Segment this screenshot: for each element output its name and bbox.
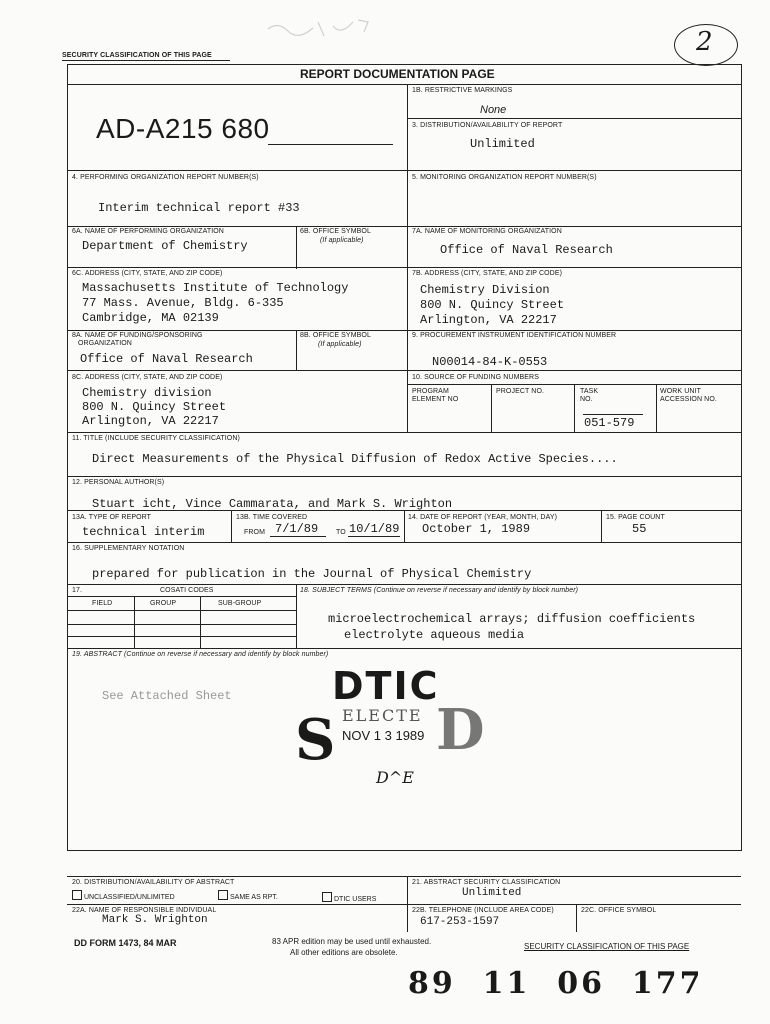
circled-number-text: 2 bbox=[696, 27, 713, 57]
work-unit-label: WORK UNIT ACCESSION NO. bbox=[660, 388, 717, 403]
edition-note-1: 83 APR edition may be used until exhausted. bbox=[272, 937, 432, 946]
form-title: REPORT DOCUMENTATION PAGE bbox=[300, 67, 495, 81]
telephone-label: 22B. TELEPHONE (INCLUDE AREA CODE) bbox=[412, 907, 554, 914]
office-symbol-8b-label: 8B. OFFICE SYMBOL bbox=[300, 332, 371, 339]
checkbox-dtic-users[interactable]: DTIC USERS bbox=[322, 892, 376, 903]
time-covered-to: 10/1/89 bbox=[349, 522, 400, 536]
funding-org-label-2: ORGANIZATION bbox=[78, 340, 132, 347]
abstract-availability-label: 20. DISTRIBUTION/AVAILABILITY OF ABSTRACT bbox=[72, 879, 235, 886]
report-type-label: 13A. TYPE OF REPORT bbox=[72, 514, 152, 521]
cosati-field: FIELD bbox=[92, 600, 113, 607]
procurement-label: 9. PROCUREMENT INSTRUMENT IDENTIFICATION NUMBER bbox=[412, 332, 617, 339]
performing-report-number-label: 4. PERFORMING ORGANIZATION REPORT NUMBER(S) bbox=[72, 174, 259, 181]
address-6c-label: 6C. ADDRESS (CITY, STATE, AND ZIP CODE) bbox=[72, 270, 223, 277]
time-covered-from-label: FROM bbox=[244, 529, 266, 536]
time-covered-label: 13B. TIME COVERED bbox=[236, 514, 308, 521]
dtic-stamp-mark: D^E bbox=[376, 768, 414, 787]
authors-label: 12. PERSONAL AUTHOR(S) bbox=[72, 479, 165, 486]
responsible-individual-value: Mark S. Wrighton bbox=[102, 914, 208, 926]
subject-terms-line2: electrolyte aqueous media bbox=[344, 628, 525, 642]
edition-note-2: All other editions are obsolete. bbox=[290, 948, 398, 957]
office-symbol-6b-sub: (If applicable) bbox=[320, 237, 364, 244]
monitoring-report-number-label: 5. MONITORING ORGANIZATION REPORT NUMBER(S) bbox=[412, 174, 597, 181]
time-covered-from: 7/1/89 bbox=[275, 522, 319, 536]
dtic-stamp-s: S bbox=[295, 707, 336, 773]
title-label: 11. TITLE (INCLUDE SECURITY CLASSIFICATION) bbox=[72, 435, 240, 442]
abstract-label: 19. ABSTRACT (Continue on reverse if necessary and identify by block number) bbox=[72, 651, 329, 658]
supplementary-value: prepared for publication in the Journal of Physical Chemistry bbox=[92, 567, 532, 581]
performing-report-number-value: Interim technical report #33 bbox=[98, 201, 300, 215]
abstract-classification-value: Unlimited bbox=[462, 887, 522, 899]
procurement-value: N00014-84-K-0553 bbox=[432, 355, 548, 369]
performing-org-label: 6A. NAME OF PERFORMING ORGANIZATION bbox=[72, 228, 224, 235]
supplementary-label: 16. SUPPLEMENTARY NOTATION bbox=[72, 545, 185, 552]
time-covered-to-label: TO bbox=[336, 529, 346, 536]
task-no-label: TASK NO. bbox=[580, 388, 599, 403]
restrictive-markings-label: 1B. RESTRICTIVE MARKINGS bbox=[412, 87, 513, 94]
address-7b-label: 7B. ADDRESS (CITY, STATE, AND ZIP CODE) bbox=[412, 270, 563, 277]
title-value: Direct Measurements of the Physical Diffusion of Redox Active Species.... bbox=[92, 452, 618, 466]
monitoring-org-value: Office of Naval Research bbox=[440, 243, 613, 257]
distribution-label: 3. DISTRIBUTION/AVAILABILITY OF REPORT bbox=[412, 122, 563, 129]
authors-value: Stuart icht, Vince Cammarata, and Mark S. Wrighton bbox=[92, 497, 453, 511]
responsible-individual-label: 22A. NAME OF RESPONSIBLE INDIVIDUAL bbox=[72, 907, 217, 914]
form-number: DD FORM 1473, 84 MAR bbox=[74, 938, 177, 948]
subject-terms-label: 18. SUBJECT TERMS (Continue on reverse if necessary and identify by block number) bbox=[300, 587, 579, 594]
task-no-value: 051-579 bbox=[584, 416, 635, 430]
serial-number: 89 11 06 177 bbox=[408, 966, 704, 1001]
bottom-classification: SECURITY CLASSIFICATION OF THIS PAGE bbox=[524, 942, 690, 951]
address-7b-line2: 800 N. Quincy Street bbox=[420, 298, 565, 312]
top-classification-label: SECURITY CLASSIFICATION OF THIS PAGE bbox=[62, 52, 212, 59]
distribution-value: Unlimited bbox=[470, 137, 535, 151]
office-symbol-6b-label: 6B. OFFICE SYMBOL bbox=[300, 228, 371, 235]
page-count-label: 15. PAGE COUNT bbox=[606, 514, 665, 521]
address-7b-line1: Chemistry Division bbox=[420, 283, 550, 297]
abstract-value: See Attached Sheet bbox=[102, 689, 232, 703]
address-8c-line1: Chemistry division bbox=[82, 386, 212, 400]
checkbox-same-as-rpt[interactable]: SAME AS RPT. bbox=[218, 890, 278, 901]
report-date-label: 14. DATE OF REPORT (YEAR, MONTH, DAY) bbox=[408, 514, 558, 521]
office-symbol-8b-sub: (If applicable) bbox=[318, 341, 362, 348]
address-6c-line2: 77 Mass. Avenue, Bldg. 6-335 bbox=[82, 296, 284, 310]
report-type-value: technical interim bbox=[82, 525, 205, 539]
abstract-classification-label: 21. ABSTRACT SECURITY CLASSIFICATION bbox=[412, 879, 561, 886]
restrictive-markings-value: None bbox=[480, 104, 507, 116]
funding-org-value: Office of Naval Research bbox=[80, 352, 253, 366]
program-element-label: PROGRAM ELEMENT NO bbox=[412, 388, 459, 403]
performing-org-value: Department of Chemistry bbox=[82, 239, 248, 253]
funding-org-label-1: 8A. NAME OF FUNDING/SPONSORING bbox=[72, 332, 203, 339]
address-8c-label: 8C. ADDRESS (CITY, STATE, AND ZIP CODE) bbox=[72, 374, 223, 381]
report-date-value: October 1, 1989 bbox=[422, 522, 531, 536]
office-symbol-22c-label: 22C. OFFICE SYMBOL bbox=[581, 907, 657, 914]
dtic-stamp-date: NOV 1 3 1989 bbox=[342, 728, 425, 743]
dtic-stamp-d: D bbox=[436, 697, 485, 763]
scan-mark bbox=[263, 14, 383, 44]
cosati-heading: COSATI CODES bbox=[160, 587, 214, 594]
page-count-value: 55 bbox=[632, 522, 647, 536]
subject-terms-line1: microelectrochemical arrays; diffusion coefficients bbox=[328, 612, 696, 626]
address-6c-line1: Massachusetts Institute of Technology bbox=[82, 281, 349, 295]
checkbox-unclassified[interactable]: UNCLASSIFIED/UNLIMITED bbox=[72, 890, 175, 901]
cosati-label: 17. bbox=[72, 587, 83, 594]
funding-numbers-label: 10. SOURCE OF FUNDING NUMBERS bbox=[412, 374, 539, 381]
cosati-group: GROUP bbox=[150, 600, 177, 607]
address-7b-line3: Arlington, VA 22217 bbox=[420, 313, 557, 327]
address-8c-line3: Arlington, VA 22217 bbox=[82, 414, 219, 428]
cosati-subgroup: SUB-GROUP bbox=[218, 600, 262, 607]
ad-number: AD-A215 680 bbox=[96, 113, 270, 144]
dtic-stamp-electe: ELECTE bbox=[342, 706, 423, 725]
dtic-stamp-title: DTIC bbox=[332, 664, 440, 708]
address-8c-line2: 800 N. Quincy Street bbox=[82, 400, 227, 414]
project-no-label: PROJECT NO. bbox=[496, 388, 545, 395]
address-6c-line3: Cambridge, MA 02139 bbox=[82, 311, 219, 325]
monitoring-org-label: 7A. NAME OF MONITORING ORGANIZATION bbox=[412, 228, 562, 235]
telephone-value: 617-253-1597 bbox=[420, 916, 500, 928]
